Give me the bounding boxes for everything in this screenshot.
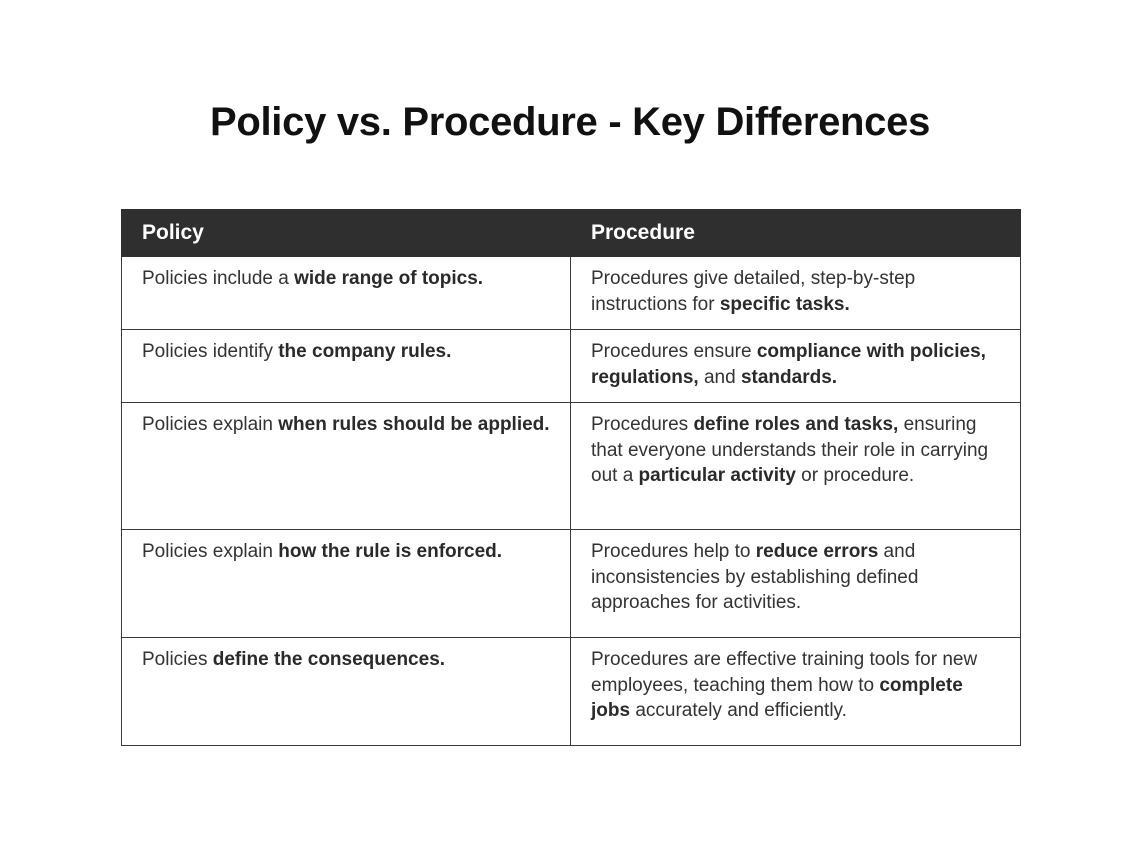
cell-text: Policies xyxy=(142,649,213,670)
cell-text: ensuring that everyone understands their role in carrying out a xyxy=(591,414,989,486)
bold-text: how the rule is enforced. xyxy=(278,541,503,562)
bold-text: specific tasks. xyxy=(719,293,850,315)
procedure-cell xyxy=(571,257,1021,330)
bold-text: define roles and tasks, xyxy=(693,414,899,435)
bold-text: particular activity xyxy=(638,465,796,486)
table-row xyxy=(122,638,1021,746)
bold-text: the company rules. xyxy=(278,341,452,362)
cell-text: accurately and efficiently. xyxy=(630,700,847,721)
cell-text: and xyxy=(698,366,741,388)
cell-text: Policies include a xyxy=(142,268,295,289)
cell-text: Procedures ensure xyxy=(591,341,757,362)
table-row xyxy=(122,257,1021,330)
table-row xyxy=(122,530,1021,638)
bold-text: when rules should be applied. xyxy=(278,414,550,435)
cell-text: Procedures xyxy=(591,414,694,435)
bold-text: define the consequences. xyxy=(212,649,446,670)
procedure-cell xyxy=(571,638,1021,746)
policy-cell xyxy=(122,638,571,746)
policy-cell xyxy=(122,403,571,530)
procedure-cell xyxy=(571,403,1021,530)
procedure-cell xyxy=(571,530,1021,638)
table-header-row xyxy=(122,210,1021,257)
cell-text: Procedures give detailed, step-by-step instructions for xyxy=(591,268,916,315)
comparison-table xyxy=(121,209,1021,746)
bold-text: complete jobs xyxy=(591,674,963,721)
bold-text: wide range of topics. xyxy=(294,268,484,289)
bold-text: reduce errors xyxy=(755,541,879,562)
cell-text: Procedures are effective training tools for new employees, teaching them how to xyxy=(591,649,978,696)
table-row xyxy=(122,330,1021,403)
bold-text: standards. xyxy=(740,366,838,388)
cell-text: Procedures help to xyxy=(591,541,756,562)
procedure-cell xyxy=(571,330,1021,403)
cell-text: Policies identify xyxy=(142,341,279,362)
cell-text: and inconsistencies by establishing defined approaches for activities. xyxy=(591,541,919,613)
cell-text: Policies explain xyxy=(142,541,279,562)
policy-cell xyxy=(122,257,571,330)
cell-text: Policies explain xyxy=(142,414,279,435)
policy-cell xyxy=(122,330,571,403)
table-row xyxy=(122,403,1021,530)
column-header-policy: Policy xyxy=(122,210,571,257)
bold-text: compliance with policies, regulations, xyxy=(591,341,986,388)
page-title: Policy vs. Procedure - Key Differences xyxy=(209,100,931,144)
column-header-procedure: Procedure xyxy=(571,210,1021,257)
policy-cell xyxy=(122,530,571,638)
cell-text: or procedure. xyxy=(795,465,915,486)
